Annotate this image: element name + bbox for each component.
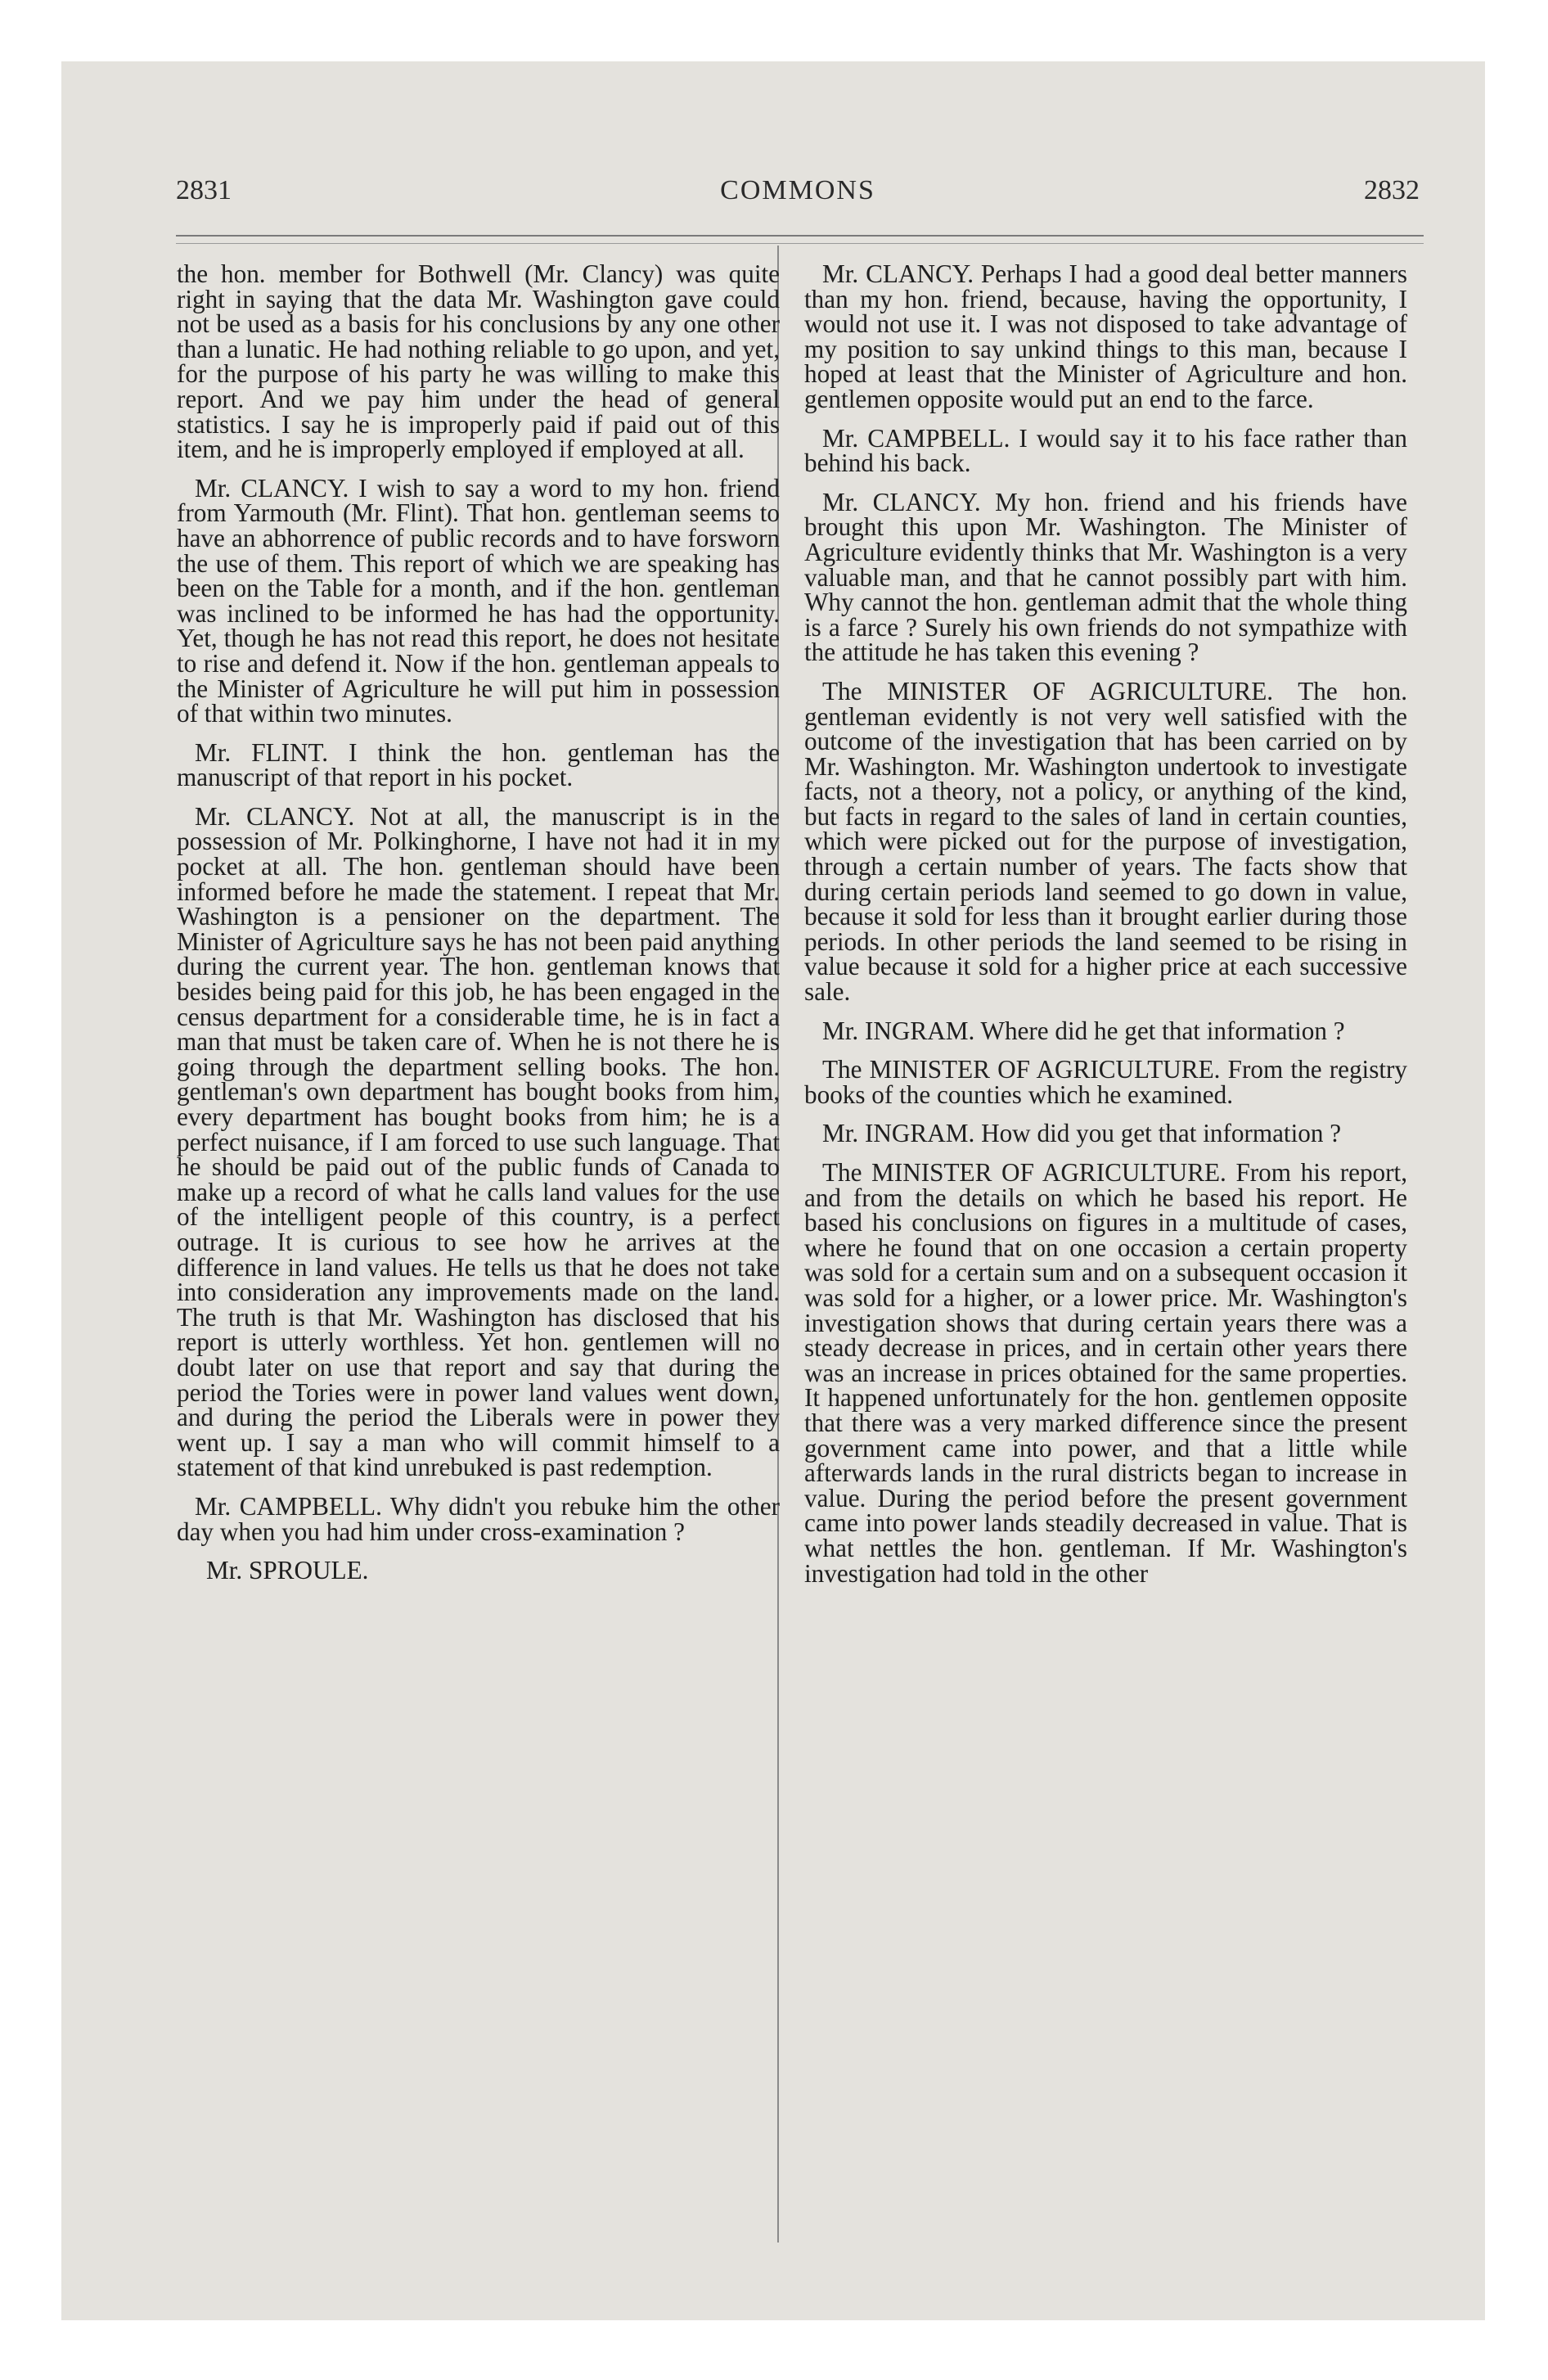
paragraph: The MINISTER OF AGRICULTURE. From his report, and from the details on which he based his report. He based his conclusions on figures in a multitude of cases, where he found that on one occasion a certain property was sold for a certain sum and on a subsequent occasion it was sold for a higher, or a lower price. Mr. Washington's investigation shows that during certain years there was a steady decrease in prices, and in certain other years there was an increase in prices obtained for the same properties. It happened unfortunately for the hon. gentlemen opposite that there was a very marked difference since the present government came into power, and that a little while afterwards lands in the rural districts began to increase in value. During the period before the present government came into power lands steadily decreased in value. That is what nettles the hon. gentleman. If Mr. Washington's investigation had told in the other: [804, 1158, 1407, 1588]
speaker-line: Mr. SPROULE.: [206, 1556, 369, 1585]
page-number-right: 2832: [1364, 175, 1420, 205]
paragraph: Mr. CAMPBELL. Why didn't you rebuke him the other day when you had him under cross-examination ?: [177, 1491, 780, 1546]
paragraph: The MINISTER OF AGRICULTURE. From the registry books of the counties which he examined.: [804, 1055, 1407, 1109]
paragraph: Mr. CLANCY. Not at all, the manuscript is in the possession of Mr. Polkinghorne, I have not had it in my pocket at all. The hon. gentleman should have been informed before he made the statement. I repeat that Mr. Washington is a pensioner on the department. The Minister of Agriculture says he has not been paid anything during the current year. The hon. gentleman knows that besides being paid for this job, he has been engaged in the census department for a considerable time, he is in fact a man that must be taken care of. When he is not there he is going through the department selling books. The hon. gentleman's own department has bought books from him, every department has bought books from him; he is a perfect nuisance, if I am forced to use such language. That he should be paid out of the public funds of Canada to make up a record of what he calls land values for the use of the intelligent people of this country, is a perfect outrage. It is curious to see how he arrives at the difference in land values. He tells us that he does not take into consideration any improvements made on the land. The truth is that Mr. Washington has disclosed that his report is utterly worthless. Yet hon. gentlemen will no doubt later on use that report and say that during the period the Tories were in power land values went down, and during the period the Liberals were in power they went up. I say a man who will commit himself to a statement of that kind unrebuked is past redemption.: [177, 801, 780, 1482]
running-title: COMMONS: [720, 175, 875, 205]
header-rule-thin: [176, 243, 1424, 244]
header-rule: [176, 235, 1424, 237]
paragraph: Mr. INGRAM. How did you get that information ?: [822, 1119, 1342, 1148]
left-column: [177, 259, 780, 1598]
page-number-left: 2831: [176, 175, 232, 205]
paragraph: Mr. CLANCY. Perhaps I had a good deal better manners than my hon. friend, because, having the opportunity, I would not use it. I was not disposed to take advantage of my position to say unkind things to this man, because I hoped at least that the Minister of Agriculture and hon. gentlemen opposite would put an end to the farce.: [804, 259, 1407, 413]
page-header: [176, 175, 1420, 224]
paragraph: The MINISTER OF AGRICULTURE. The hon. gentleman evidently is not very well satisfied with the outcome of the investigation that has been carried on by Mr. Washington. Mr. Washington undertook to investigate facts, not a theory, not a policy, or anything of the kind, but facts in regard to the sales of land in certain counties, which were picked out for the purpose of investigation, through a certain number of years. The facts show that during certain periods land seemed to go down in value, because it sold for less than it brought earlier during those periods. In other periods the land seemed to be rising in value because it sold for a higher price at each successive sale.: [804, 676, 1407, 1007]
paragraph: Mr. CAMPBELL. I would say it to his face rather than behind his back.: [804, 423, 1407, 478]
paragraph: Mr. CLANCY. I wish to say a word to my hon. friend from Yarmouth (Mr. Flint). That hon. gentleman seems to have an abhorrence of public records and to have forsworn the use of them. This report of which we are speaking has been on the Table for a month, and if the hon. gentleman was inclined to be informed he has had the opportunity. Yet, though he has not read this report, he does not hesitate to rise and defend it. Now if the hon. gentleman appeals to the Minister of Agriculture he will put him in possession of that within two minutes.: [177, 473, 780, 728]
paragraph: Mr. INGRAM. Where did he get that information ?: [822, 1016, 1345, 1045]
paragraph: Mr. FLINT. I think the hon. gentleman has the manuscript of that report in his pocket.: [177, 737, 780, 792]
right-column: [804, 259, 1407, 1600]
paragraph: the hon. member for Bothwell (Mr. Clancy) was quite right in saying that the data Mr. Washington gave could not be used as a basis for his conclusions by any one other than a lunatic. He had nothing reliable to go upon, and yet, for the purpose of his party he was willing to make this report. And we pay him under the head of general statistics. I say he is improperly paid if paid out of this item, and he is improperly employed if employed at all.: [177, 259, 780, 464]
paragraph: Mr. CLANCY. My hon. friend and his friends have brought this upon Mr. Washington. The Minister of Agriculture evidently thinks that Mr. Washington is a very valuable man, and that he cannot possibly part with him. Why cannot the hon. gentleman admit that the whole thing is a farce ? Surely his own friends do not sympathize with the attitude he has taken this evening ?: [804, 487, 1407, 667]
